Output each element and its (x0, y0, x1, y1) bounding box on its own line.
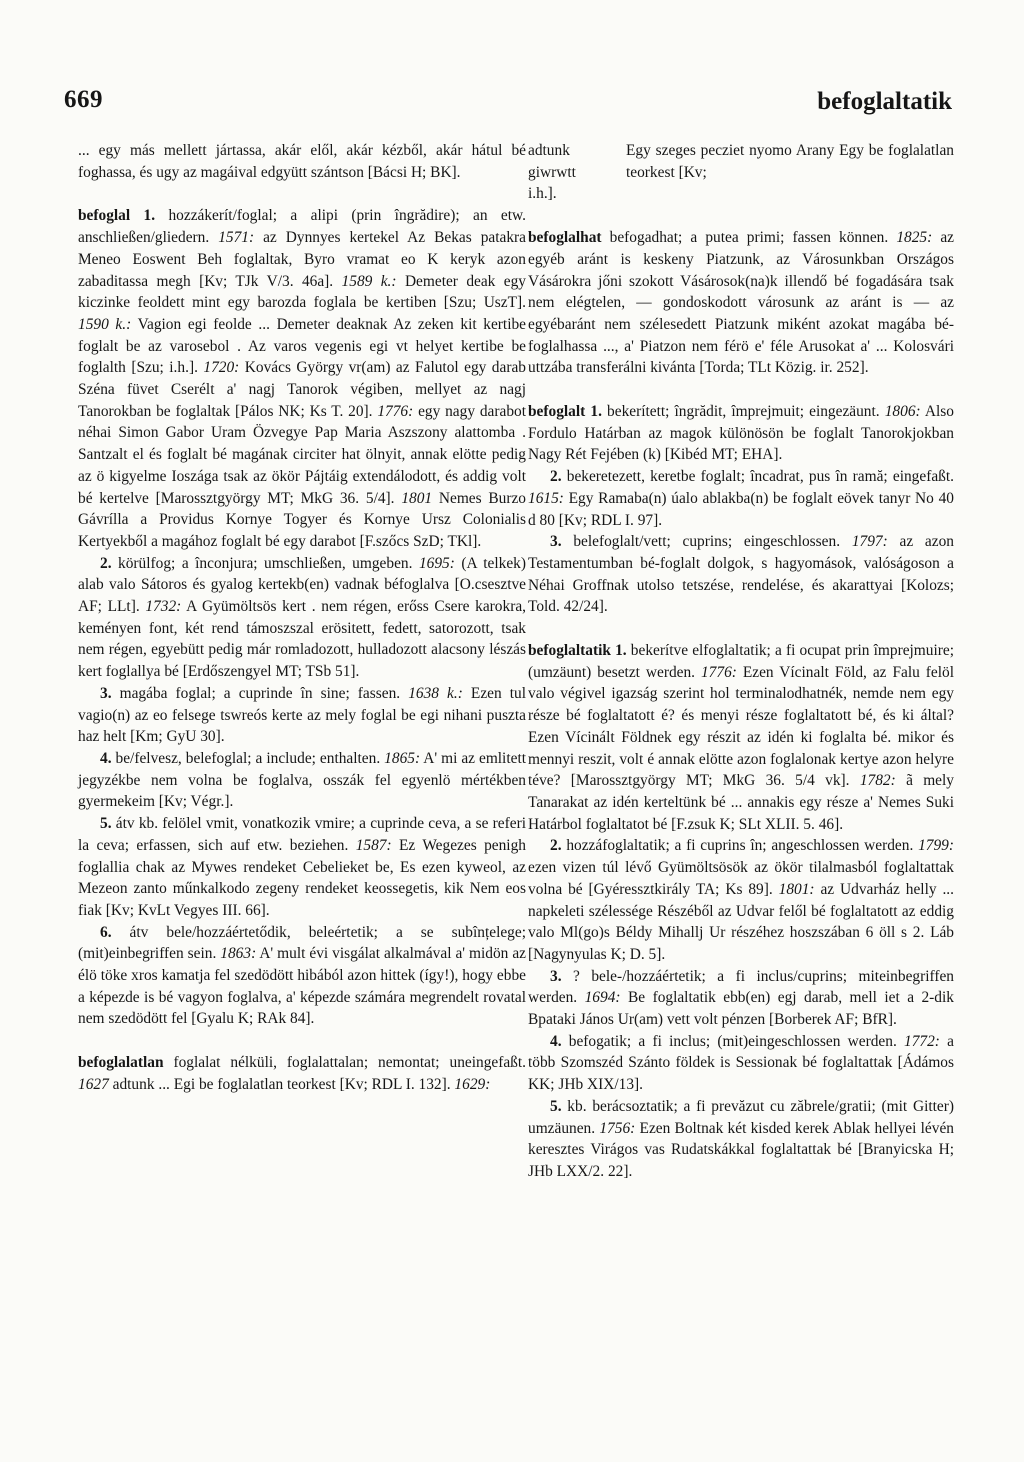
befoglaltatik-sense-3 (528, 966, 954, 1031)
text: Ezen Vícinalt Föld, az Falu felöl valo végivel igazság szerint hol terminalodhatnék, nemde nem egy része bé foglaltatott é? és menyi része foglaltatott bé, és ki által? Ezen Vícinált Földnek egy részit az idén ki foglalta bé. mikor és mennyi reszit, volt é annak elötte azon foglalonak kertye azon helyre téve? [Marossztgyörgy MT; MkG 36. 5/4 vk]. (528, 663, 954, 790)
date: 1756: (599, 1119, 636, 1137)
date: 1732: (145, 598, 182, 616)
text: befogadhat; a putea primi; fassen können. (601, 229, 897, 247)
text: bekerítve elfoglaltatik; a fi ocupat prin împrejmuire; (umzäunt) besetzt werden. (528, 642, 954, 681)
text: magába foglal; a cuprinde în sine; fassen. (111, 684, 409, 702)
text: Kovács György vr(am) az Falutol egy darab Széna füvet Cserélt a' nagj Tanorok végiben, mellyet az nagj Tanorokban be foglaltak [Pálos NK; Ks T. 20]. (78, 359, 526, 420)
date: 1863: (220, 945, 257, 963)
text: Vagion egi feolde ... Demeter deaknak Az zeken kit kertibe foglalt be az varosebol . Az varos vegenis egi vt helyet kertibe be foglalth [Szu; i.h.]. (78, 315, 526, 377)
date: 1694: (584, 989, 621, 1007)
text: az egyéb aránt is keskeny Piatzunk, az Városunkban Országos Vásárokra jőni szokott Vásárosok(na)k illendő bé fogadására tsak nem elégtelen, — gondoskodott városunk az aránt is — az egyébaránt nem szélesedett Piatzunk miként azokat magába bé-foglalhassa ..., a' Piatzon nem férö e' féle Arusokat a' ... Kolosvári uttzába transferálni kivánta [Torda; TLt Közig. ir. 252]. (528, 229, 954, 377)
date: 1865: (384, 749, 421, 767)
date: 1615: (528, 489, 564, 507)
headword: befoglal (78, 207, 131, 225)
befoglaltatik-sense-2 (528, 835, 954, 965)
text: A' mi az emlitett jegyzékbe nem volna be foglalva, osszák fel egyenlö mértékben gyermekeim [Kv; Végr.]. (78, 749, 526, 811)
sense-number: 3. (550, 533, 562, 551)
sense-number: 5. (550, 1097, 562, 1115)
sense-number: 2. (550, 468, 562, 486)
text: az azon Testamentumban bé-foglalt dolgok, s hagyomások, valóságoson a Néhai Groffnak utolso tetszése, rendelése, és akarattyai [Kolozs; Told. 42/24]. (528, 533, 954, 616)
sense-number: 1. (615, 642, 627, 660)
text: befogatik; a fi inclus; (mit)eingeschlossen werden. (561, 1032, 905, 1050)
headword: befoglalatlan (78, 1054, 164, 1072)
date: 1799: (918, 837, 954, 855)
text: az Dynnyes kertekel Az Bekas patakra Meneo Eoswent Beh foglaltak, Byro vramat eo K keryk azon zabaditassa megh [Kv; TJk V/3. 46a]. (78, 229, 526, 290)
continuation-paragraph (78, 140, 526, 183)
text: hozzáfoglaltatik; a fi cuprins în; angeschlossen werden. (561, 837, 919, 855)
text: ezen vizen túl lévő Gyümöltsösök az ökör tilalmasból foglaltattak volna bé [Gyéressztkirály TA; Ks 89]. (528, 859, 954, 898)
date: 1638 k.: (408, 684, 463, 702)
date: 1590 k.: (78, 315, 132, 333)
text: Ezen Boltnak két kisded kerek Ablak hellyei lévén keresztes Virágos vas Rudatskákkal foglaltattak bé [Branyicska H; JHb LXX/2. 22]. (528, 1119, 954, 1180)
entry-befoglalatlan (78, 1052, 526, 1095)
sense-3 (78, 683, 526, 748)
sense-number: 1. (143, 207, 156, 225)
text: a több Szomszéd Szánto földek is Sessionak bé foglaltattak [Ádámos KK; JHb XIX/13]. (528, 1032, 954, 1094)
date: 1776: (377, 402, 414, 420)
befoglalt-sense-3 (528, 531, 954, 618)
date: 1627 (78, 1075, 109, 1093)
text: körülfog; a înconjura; umschließen, umgeben. (111, 554, 419, 572)
right-column (528, 140, 954, 1183)
befoglaltatik-sense-4 (528, 1031, 954, 1096)
sense-number: 2. (550, 837, 562, 855)
date: 1782: (859, 772, 896, 790)
sense-number: 4. (550, 1032, 562, 1050)
sense-number: 6. (100, 923, 112, 941)
continuation-block (528, 140, 954, 205)
date: 1801: (778, 880, 815, 898)
text: az Udvarház helly ... napkeleti szélessége Részéből az Udvar felől bé foglaltatott az eddig valo Ml(go)s Béldy Mihallj Ur részéhez hoszszában 6 öll s 2. Láb [Nagynyulas K; D. 5]. (528, 880, 954, 963)
sense-number: 1. (590, 403, 602, 421)
text: ã mely Tanarakat az idén kerteltünk bé ... annakis egy része a' Nemes Suki Határbol foglaltatot bé [F.zsuk K; SLt XLII. 5. 46]. (528, 772, 954, 833)
continuation-text: Egy szeges pecziet nyomo Arany Egy be foglalatlan teorkest [Kv; (626, 142, 954, 181)
text: Egy Ramaba(n) úalo ablakba(n) be foglalt eövek tanyr No 40 d 80 [Kv; RDL I. 97]. (528, 489, 954, 529)
sense-6 (78, 922, 526, 1031)
text: foglalat nélküli, foglalattalan; nemontat; uneingefaßt. (163, 1054, 526, 1072)
entry-befoglalt (528, 401, 954, 466)
page-number: 669 (64, 86, 103, 113)
running-head: befoglaltatik (817, 88, 952, 115)
text: bekerített; îngrădit, împrejmuit; eingezäunt. (601, 403, 885, 421)
sense-number: 4. (100, 749, 112, 767)
continuation-references: adtunk giwrwtt i.h.]. (528, 142, 576, 203)
headword: befoglaltatik (528, 642, 611, 660)
text: átv kb. felölel vmit, vonatkozik vmire; a cuprinde ceva, a se referi la ceva; erfassen, sich auf etw. beziehen. (78, 815, 526, 854)
date: 1571: (218, 229, 255, 247)
headword: befoglalt (528, 403, 586, 421)
date: 1806: (884, 403, 921, 421)
text: bekeretezett, keretbe foglalt; încadrat, pus în ramă; eingefaßt. (561, 468, 954, 486)
text: belefoglalt/vett; cuprins; eingeschlossen. (561, 533, 852, 551)
left-column (78, 140, 526, 1096)
date: 1720: (203, 359, 240, 377)
text: be/felvesz, belefoglal; a include; enthalten. (111, 749, 385, 767)
text: (A telkek) alab valo Sátoros és gyalog kertekb(en) vadnak béfoglalva [O.csesztve AF; LLt]. (78, 554, 526, 616)
text: ... egy más mellett jártassa, akár elől, akár kézből, akár hátul bé foghassa, és ugy az magáival edgyütt szántson [Bácsi H; BK]. (78, 142, 526, 181)
date: 1825: (896, 229, 933, 247)
text: A Gyümöltsös kert . nem régen, erőss Csere karokra, keményen font, két rend támoszszal erösitett, fedett, satorozott, tsak nem régen, egyebütt pedig már romladozott, hulladozott alacsony lészás kert foglallya bé [Erdőszengyel MT; TSb 51]. (78, 598, 526, 681)
sense-5 (78, 813, 526, 922)
date: 1776: (700, 663, 737, 681)
entry-befoglalhat (528, 227, 954, 379)
date: 1801 (401, 489, 433, 507)
text: Also Fordulo Határban az magok különösön be foglalt Tanorokjokban Nagy Rét Fejében (k) [Kibéd MT; EHA]. (528, 403, 954, 464)
sense-number: 3. (100, 684, 112, 702)
date: 1772: (904, 1032, 940, 1050)
date: 1797: (851, 533, 888, 551)
entry-befoglaltatik (528, 640, 954, 835)
date: 1589 k.: (341, 272, 397, 290)
sense-number: 5. (100, 815, 112, 833)
sense-2 (78, 553, 526, 683)
befoglalt-sense-2 (528, 466, 954, 531)
text: Be foglaltatik ebb(en) egj darab, mell iet a 2-dik Bpataki János Ur(am) vett volt pénzen [Borberek AF; BfR]. (528, 989, 954, 1029)
sense-number: 2. (100, 554, 112, 572)
text: A' mult évi visgálat alkalmával a' midön az élö töke xros kamatja fel szedödött hibából azon hittek (így!), hogy ebbe a képezde is bé vagyon foglalva, a' képezde számára megrendelt rovatal nem szedödött fel [Gyalu K; RAk 84]. (78, 945, 526, 1028)
text: Ez Wegezes penigh foglallia chak az Mywes rendeket Cebelieket be, Es ezen kyweol, az Mezeon zanto műnkalkodo zegeny rendeket keossegetis, kik Nem eos fiak [Kv; KvLt Vegyes III. 66]. (78, 836, 526, 919)
text: adtunk ... Egi be foglalatlan teorkest [Kv; RDL I. 132]. (108, 1075, 455, 1093)
headword: befoglalhat (528, 229, 602, 247)
text: Ezen tul vagio(n) az eo felsege tswreós kerte az mely foglal be egi nihani puszta haz helt [Km; GyU 30]. (78, 684, 527, 746)
text: ? bele-/hozzáértetik; a fi inclus/cuprins; miteinbegriffen werden. (528, 967, 954, 1007)
sense-4 (78, 748, 526, 813)
sense-number: 3. (550, 967, 562, 985)
text: hozzákerít/foglal; a alipi (prin îngrădire); an etw. anschließen/gliedern. (78, 207, 526, 247)
befoglaltatik-sense-5 (528, 1096, 954, 1183)
text: Nemes Burzo Gávrílla a Providus Kornye Togyer és Kornye Ursz Colonialis Kertyekből a magához foglalt bé egy darabot [F.szőcs SzD; TKl]. (78, 489, 527, 550)
text: Demeter deak egy kiczinke feoldett mint egy barozda foglala be kertiben [Szu; UszT]. (78, 272, 526, 312)
text: átv bele/hozzáértetődik, beleértetik; a se subînțelege; (mit)einbegriffen sein. (78, 923, 526, 963)
date: 1587: (355, 836, 392, 854)
date: 1629: (454, 1075, 491, 1093)
date: 1695: (418, 554, 455, 572)
text: kb. berácsoztatik; a fi prevăzut cu zăbrele/gratii; (mit Gitter) umzäunen. (528, 1097, 954, 1137)
entry-befoglal (78, 205, 526, 552)
text: egy nagy darabot néhai Simon Gabor Uram Özvegye Pap Maria Aszszony alattomba . Santzalt el és foglalt bé magának circiter hat ölnyit, annak elötte pedig az ö kigyelme Ioszága tsak az ökör Pájtáig extendálodott, és addig volt bé kertelve [Marossztgyörgy MT; MkG 36. 5/4]. (78, 402, 526, 507)
